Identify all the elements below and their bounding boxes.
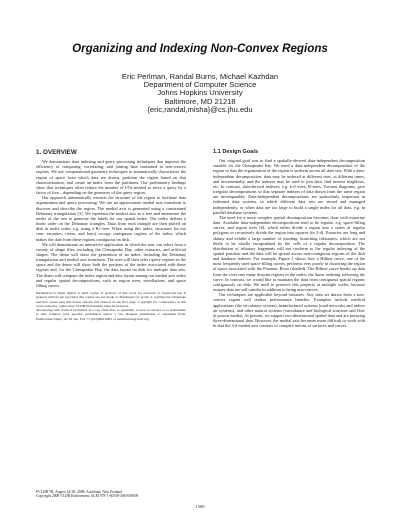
paper-title: Organizing and Indexing Non-Convex Regions — [72, 42, 328, 55]
author-email: {eric,randal,misha}@cs.jhu.edu — [147, 104, 253, 114]
copyright-permission: Permission to make digital or hard copies of portions of this work for personal or classroom use is granted without fee provided that copies are not made or distributed for profit or commercial advantage and that copies bear this notice and the full citation on the first page. Copyright for components of this work owned by others than VLDB Endowment must be honored. — [36, 291, 186, 308]
design-goals-paragraph-2: The need for a more complex spatial decomposition becomes clear with estuarine data. Available data-independent decompositions tend to be regular, e.g. space-filling curves, and region trees [6], which either divide a region into a series of regular polygons or recursively divide the region into squares (in 2-d). Estuaries are long and skinny and exhibit a large number of winding, branching tributaries, which are not likely to be wholly encapsulated by the cells of a regular decomposition. The distribution of tributary fragments will not conform to the regular indexing of the spatial partition and the data will be spread across non-contiguous regions of the disk and database indexes. For example, Figure 1 shows how a Hilbert curve, one of the most frequently used space-filling curves, performs very poorly in clustering the region of space associated with the Potomac River (shaded). The Hilbert curve breaks up data from the river into many disjoint regions in the index: the linear ordering following the curve. In contrast, we would like to maintain the data from contiguous spatial regions contiguously on disk. We need to preserve this property at multiple scales, because estuary data are self-similar in addition to being non-convex. — [213, 214, 365, 293]
venue-line: PVLDB '08, August 24-30, 2008, Auckland, New Zealand — [36, 490, 122, 494]
design-goals-paragraph-3: Our techniques are applicable beyond estuaries. Any data set drawn from a non-convex region will realize performance benefits. Examples include medical applications (the circulatory system), manufactured systems (road networks and indoor air systems), and other natural systems (vasculature and biological structure and flow in porous media). At present, we support two-dimensional spatial data and are pursuing three-dimensional data. However, the medial axis becomes more difficult to work with in that the 3-d medial axis consists of complex unions of surfaces and curves. — [213, 292, 365, 329]
overview-paragraph-3: We will demonstrate an interactive application in which the user can select from a variety of shape files, including the Chesapeake Bay, other estuaries, and artificial shapes. The demo will show the generation of an index, including the Delaunay triangulation and medial axis transform. The user will then select query regions in the space and the demo will show both the portions of the index associated with these regions and, for the Chesapeake Bay, the data layout on disk for multiple data sets. The demo will compare the index region and data layout among our medial axis index and regular spatial decompositions, such as region trees, tessellations, and space filling curves. — [36, 241, 186, 288]
author-block — [0, 73, 400, 114]
copyright-line: Copyright 2008 VLDB Endowment, ACM 978-1-60558-306-8/08/08 — [36, 494, 139, 499]
left-column — [36, 150, 186, 321]
overview-paragraph-2: Our approach automatically extracts the structure of the region to facilitate data organization and query processing. We use an approximate medial axis transform to discover and describe the region. The medial axis is generated using a constrained Delaunay triangulation [3]. We represent the medial axis as a tree and enumerate the nodes of the tree to generate the labels for our spatial index. The index defines a linear order on the Delaunay triangles. Data from each triangle are then placed on disk in index order, e.g. using a B+-tree. When using this index, structures (in our case, estuaries, rivers, and bays) occupy contiguous regions of the index, which makes the data from these regions contiguous on disk. — [36, 195, 186, 242]
author-names: Eric Perlman, Randal Burns, Michael Kazhdan — [121, 72, 279, 81]
subsection-heading-design-goals: 1.1 Design Goals — [213, 149, 259, 155]
copyright-republish: Abstracting with credit is permitted. To copy otherwise, to republish, to post on servers or to redistribute to lists requires prior specific permission and/or a fee. Request permission to republish from: Publications Dept., ACM, Inc. Fax +1 (212)869-0481 or permissions@acm.org. — [36, 308, 186, 321]
section-heading-overview: 1. OVERVIEW — [36, 149, 77, 156]
page-number: 1500 — [195, 504, 205, 509]
author-department: Department of Computer Science — [143, 80, 257, 90]
design-goals-paragraph-1: Our original goal was to find a spatially-derived data-independent decomposition suitable for the Chesapeake bay. We need a data-independent decomposition of the region so that the organization of the region is uniform across all data sets. With a data-independent decomposition, data may be indexed at different sites, at different times, and incrementally, and the indexes may be used to join data, find nearest neighbors, etc. In contrast, data-derived indexes, e.g. k-d trees, R-trees, Voronoi diagrams, give irregular decompositions so that separate indexes of data drawn from the same region are incomparable. Data-independent decompositions are particularly important in federated data systems, in which different data sets are stored and managed independently, or when data are too large to build a single index for all data, e.g. in parallel database systems. — [213, 158, 365, 215]
right-column — [213, 150, 365, 328]
copyright-notice — [36, 291, 186, 321]
overview-paragraph-1: We demonstrate data indexing and query processing techniques that improve the efficiency of comparing, correlating, and joining data contained in non-convex regions. We use computational geometry techniques to automatically characterize the region of space from which data are drawn, partition the region based on that characterization, and create an index from the partitions. Our preliminary findings show that techniques often reduce the number of I/Os needed to serve a query by a factor of five—depending on the geometry of the query region. — [36, 159, 186, 196]
author-city: Baltimore, MD 21218 — [164, 96, 236, 106]
author-university: Johns Hopkins University — [157, 88, 243, 98]
venue-footer — [36, 490, 138, 499]
